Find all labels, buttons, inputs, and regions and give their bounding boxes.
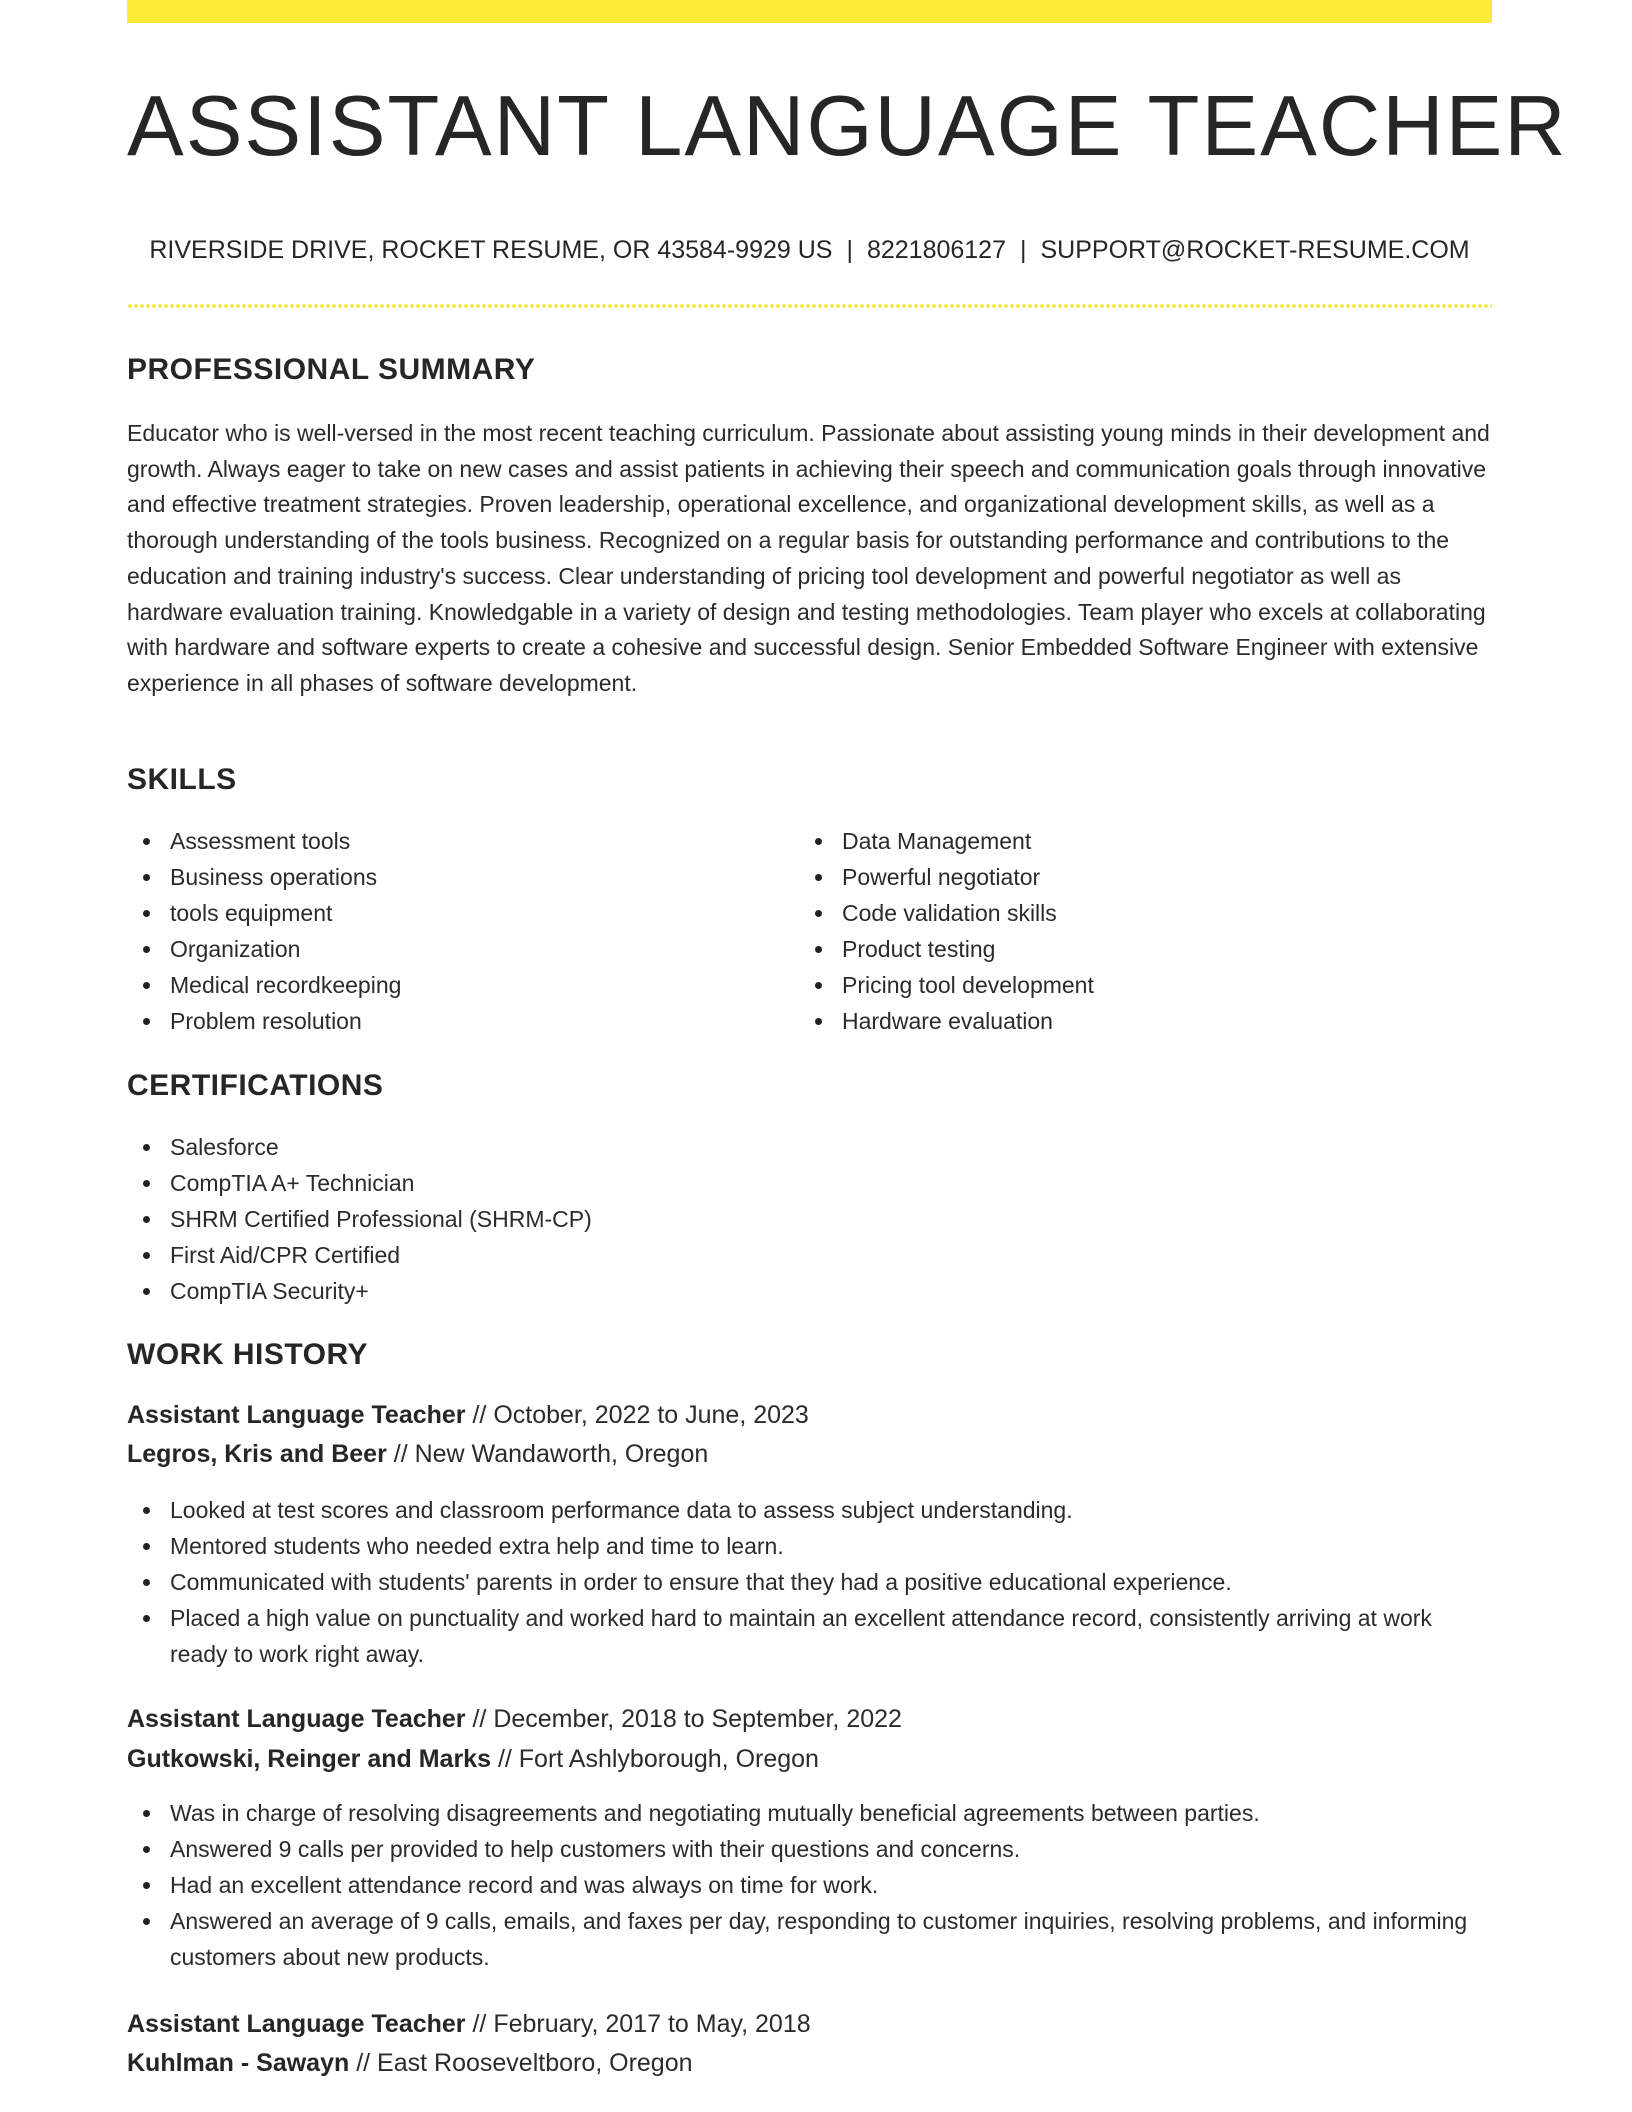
resume-name: ASSISTANT LANGUAGE TEACHER xyxy=(127,79,1568,174)
section-title-work-history: WORK HISTORY xyxy=(127,1338,369,1371)
job-company: Kuhlman - Sawayn xyxy=(127,2049,350,2077)
skill-item: Assessment tools xyxy=(127,823,787,859)
bullet-icon xyxy=(143,874,150,881)
bullet-icon xyxy=(143,1615,150,1622)
job-company-line xyxy=(127,2049,693,2078)
skill-item: Organization xyxy=(127,931,787,967)
job-duties-list xyxy=(127,1795,1492,1975)
skill-item: Medical recordkeeping xyxy=(127,967,787,1003)
job-role: Assistant Language Teacher xyxy=(127,1705,466,1733)
job-dates: // October, 2022 to June, 2023 xyxy=(472,1401,809,1429)
bullet-icon xyxy=(815,910,822,917)
bullet-icon xyxy=(143,838,150,845)
job-duty-item: Placed a high value on punctuality and worked hard to maintain an excellent attendance record, consistently arriving at work ready to work right away. xyxy=(127,1600,1492,1672)
skill-item: Problem resolution xyxy=(127,1003,787,1039)
contact-phone[interactable]: 8221806127 xyxy=(866,236,1006,264)
job-duty-item: Answered 9 calls per provided to help customers with their questions and concerns. xyxy=(127,1831,1492,1867)
job-dates: // December, 2018 to September, 2022 xyxy=(472,1705,902,1733)
job-company-line xyxy=(127,1745,819,1774)
skill-item: Powerful negotiator xyxy=(799,859,1459,895)
job-duty-item: Was in charge of resolving disagreements and negotiating mutually beneficial agreements between parties. xyxy=(127,1795,1492,1831)
certification-item: First Aid/CPR Certified xyxy=(127,1237,1492,1273)
skills-list-right xyxy=(799,823,1459,1039)
job-company: Legros, Kris and Beer xyxy=(127,1440,387,1468)
contact-separator: | xyxy=(1020,236,1027,264)
certification-item: CompTIA Security+ xyxy=(127,1273,1492,1309)
job-dates: // February, 2017 to May, 2018 xyxy=(472,2010,811,2038)
top-accent-bar xyxy=(127,0,1492,23)
certification-item: CompTIA A+ Technician xyxy=(127,1165,1492,1201)
contact-address: RIVERSIDE DRIVE, ROCKET RESUME, OR 43584-9929 US xyxy=(149,236,833,264)
skills-list-left xyxy=(127,823,787,1039)
summary-text: Educator who is well-versed in the most recent teaching curriculum. Passionate about assisting young minds in their development and growth. Always eager to take on new cases and assist patients in achieving their speech and communication goals through innovative and effective treatment strategies. Proven leadership, operational excellence, and organizational development skills, as well as a thorough understanding of the tools business. Recognized on a regular basis for outstanding performance and contributions to the education and training industry's success. Clear understanding of pricing tool development and powerful negotiator as well as hardware evaluation training. Knowledgable in a variety of design and testing methodologies. Team player who excels at collaborating with hardware and software experts to create a cohesive and successful design. Senior Embedded Software Engineer with extensive experience in all phases of software development. xyxy=(127,420,1490,696)
skill-item: tools equipment xyxy=(127,895,787,931)
skill-item: Business operations xyxy=(127,859,787,895)
bullet-icon xyxy=(143,1846,150,1853)
bullet-icon xyxy=(815,874,822,881)
certifications-list xyxy=(127,1129,1492,1309)
bullet-icon xyxy=(815,946,822,953)
bullet-icon xyxy=(143,910,150,917)
bullet-icon xyxy=(143,1918,150,1925)
skill-item: Pricing tool development xyxy=(799,967,1459,1003)
job-duty-item: Had an excellent attendance record and was always on time for work. xyxy=(127,1867,1492,1903)
bullet-icon xyxy=(143,1507,150,1514)
bullet-icon xyxy=(143,1180,150,1187)
resume-page xyxy=(127,0,1568,2112)
skill-item: Product testing xyxy=(799,931,1459,967)
job-company-line xyxy=(127,1440,708,1469)
bullet-icon xyxy=(815,838,822,845)
job-duty-item: Looked at test scores and classroom performance data to assess subject understanding. xyxy=(127,1492,1492,1528)
bullet-icon xyxy=(143,1882,150,1889)
bullet-icon xyxy=(815,1018,822,1025)
job-title-line xyxy=(127,2010,811,2039)
bullet-icon xyxy=(815,982,822,989)
certification-item: SHRM Certified Professional (SHRM-CP) xyxy=(127,1201,1492,1237)
job-location: // East Rooseveltboro, Oregon xyxy=(356,2049,693,2077)
job-location: // Fort Ashlyborough, Oregon xyxy=(497,1745,819,1773)
contact-separator: | xyxy=(846,236,853,264)
bullet-icon xyxy=(143,1252,150,1259)
job-title-line xyxy=(127,1401,809,1430)
section-title-certifications: CERTIFICATIONS xyxy=(127,1069,384,1102)
job-duties-list xyxy=(127,1492,1492,1672)
bullet-icon xyxy=(143,1543,150,1550)
job-duty-item: Answered an average of 9 calls, emails, and faxes per day, responding to customer inquiries, resolving problems, and informing customers about new products. xyxy=(127,1903,1492,1975)
bullet-icon xyxy=(143,1810,150,1817)
job-company: Gutkowski, Reinger and Marks xyxy=(127,1745,491,1773)
job-duty-item: Communicated with students' parents in order to ensure that they had a positive educational experience. xyxy=(127,1564,1492,1600)
job-role: Assistant Language Teacher xyxy=(127,1401,466,1429)
certification-item: Salesforce xyxy=(127,1129,1492,1165)
job-location: // New Wandaworth, Oregon xyxy=(393,1440,709,1468)
section-title-skills: SKILLS xyxy=(127,763,237,796)
bullet-icon xyxy=(143,982,150,989)
skill-item: Data Management xyxy=(799,823,1459,859)
section-title-summary: PROFESSIONAL SUMMARY xyxy=(127,353,536,386)
job-duty-item: Mentored students who needed extra help and time to learn. xyxy=(127,1528,1492,1564)
bullet-icon xyxy=(143,1144,150,1151)
bullet-icon xyxy=(143,1216,150,1223)
bullet-icon xyxy=(143,1018,150,1025)
bullet-icon xyxy=(143,946,150,953)
skill-item: Hardware evaluation xyxy=(799,1003,1459,1039)
bullet-icon xyxy=(143,1579,150,1586)
job-title-line xyxy=(127,1705,902,1734)
contact-line xyxy=(127,236,1492,265)
bullet-icon xyxy=(143,1288,150,1295)
contact-email[interactable]: SUPPORT@ROCKET-RESUME.COM xyxy=(1040,236,1470,264)
job-role: Assistant Language Teacher xyxy=(127,2010,466,2038)
skill-item: Code validation skills xyxy=(799,895,1459,931)
dotted-divider xyxy=(127,304,1492,308)
